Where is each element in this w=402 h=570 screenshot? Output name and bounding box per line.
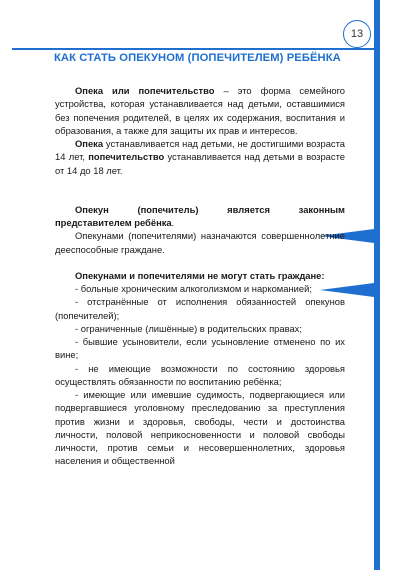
paragraph-definition [55, 84, 345, 137]
spacer [55, 256, 345, 269]
right-accent-bar [374, 0, 380, 570]
restrictions-heading: Опекунами и попечителями не могут стать граждане: [75, 269, 325, 281]
representative-heading: Опекун (попечитель) является законным представителем ребёнка [55, 203, 345, 228]
spacer [55, 190, 345, 203]
title-divider [12, 48, 374, 50]
list-item: - не имеющие возможности по состоянию здоровья осуществлять обязанности по воспитанию ребёнка; [55, 362, 345, 387]
list-item: - ограниченные (лишённые) в родительских правах; [75, 322, 302, 334]
paragraph-appointment: Опекунами (попечителями) назначаются совершеннолетние дееспособные граждане. [55, 230, 345, 255]
list-item: - бывшие усыновители, если усыновление отменено по их вине; [55, 336, 345, 361]
list-item: - больные хроническим алкоголизмом и наркоманией; [75, 283, 312, 294]
age-text-1: устанавливается над детьми, не достигшими возраста 14 лет, [55, 138, 345, 163]
paragraph-age [55, 137, 345, 177]
document-body [55, 84, 345, 468]
term-popechitelstvo: попечительство [88, 151, 165, 163]
spacer [55, 177, 345, 190]
page-number: 13 [343, 20, 371, 48]
term-opeka-popechitelstvo: Опека или попечительство [75, 85, 215, 96]
page-title: КАК СТАТЬ ОПЕКУНОМ (ПОПЕЧИТЕЛЕМ) РЕБЁНКА [54, 52, 341, 64]
list-item: - отстранённые от исполнения обязанностей опекунов (попечителей); [55, 296, 345, 321]
age-text-2: устанавливается над детьми в возрасте от 14 до 18 лет. [55, 151, 345, 176]
paragraph-restrictions-heading [55, 269, 345, 282]
term-opeka: Опека [75, 138, 104, 149]
paragraph-representative [55, 203, 345, 230]
representative-dot: . [171, 217, 175, 228]
definition-text: – это форма семейного устройства, которая устанавливается над детьми, оставшимися без попечения родителей, в целях их содержания, воспитания и образования, а также для защиты их прав и интересов. [55, 85, 346, 136]
list-item: - имеющие или имевшие судимость, подвергающиеся или подвергавшиеся уголовному преследованию за преступления против жизни и здоровья, свободы, чести и достоинства личности, половой неприкосновенности и половой свободы личности, против семьи и несовершеннолетних, здоровья населения и общественной [55, 389, 345, 467]
